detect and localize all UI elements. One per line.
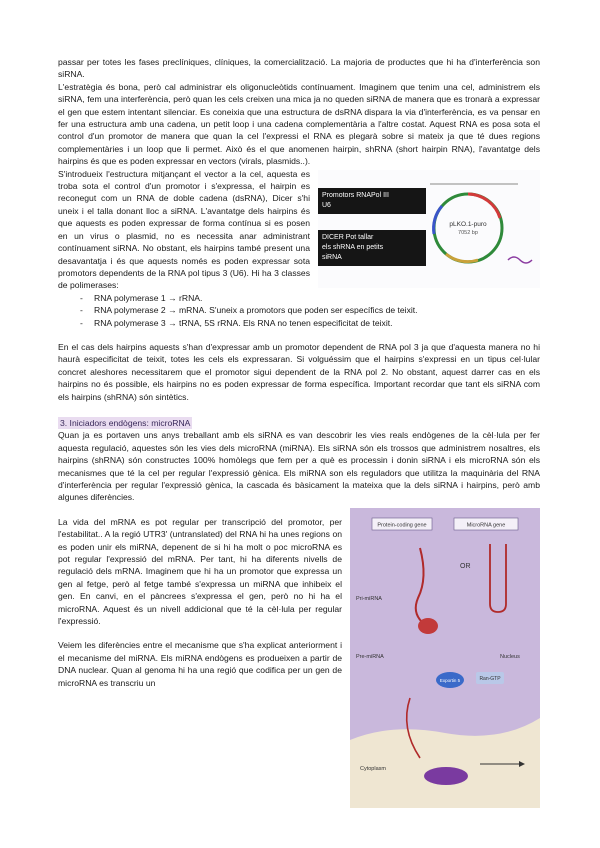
gene-label-protein: Protein-coding gene <box>377 522 427 529</box>
paragraph-strategy: L'estratègia és bona, però cal administrar els oligonucleòtids contínuament. Imaginem que tenim una cel, administrem els siRNA, fem una interferència, però quan les cels creixen una mica ja no queden siRNA de manera que es tronarà a expressar el gen que estem intentant silenciar. Es coneixia que una estructura de dsRNA dispara la via d'interferència, es va pensar en fer una estructura amb una cadena, un petit loop i una cadena complementària a l'altre costat. Aquest RNA es posa sota el control d'un promotor de manera que quan la cel l'expressi el RNA es plegarà sobre si mateix ja que té dues regions complementàries i un loop que li permet. Això és el que anomenen hairpin, shRNA (short hairpin RNA), l'avantatge dels hairpins és que es poden expressar en vectors (virals, plasmids..). <box>58 81 540 167</box>
pre-mirna-label: Pre-miRNA <box>356 653 384 660</box>
plasmid-figure <box>318 170 540 288</box>
paragraph-pol3: En el cas dels hairpins aquests s'han d'expressar amb un promotor dependent de RNA pol 3 ja que d'aquesta manera no hi haurà especificitat de teixit, totes les cels els expressaran. Si volguéssim que el hairpins s'expressi en un tipus cel·lular concret aleshores necessitarem que el promotor sigui dependent de la RNA pol 2. No obstant, aquest darrer cas en els hairpins no és possible, els hairpins no es poden expressar de forma específica. Important recordar que tant els siRNA com els hairpins (shRNA) són sintètics. <box>58 341 540 402</box>
exportin-label: Exportin 5 <box>439 677 461 683</box>
paragraph-mirna-intro: Quan ja es portaven uns anys treballant amb els siRNA es van descobrir les vies reals endògenes de la cèl·lula per fer aquesta regulació, aquestes són les vies dels microRNA (miRNA). Els siRNA són els trossos que administrem nosaltres, els hairpins (shRNA) són constructes 100% homòlegs que fem per a què es processin i donin siRNA i els microRNA són els mecanismes que té la cel per regular l'expressió gènica. Els miRNA son els reguladors que utilitza la maquinària del RNA d'interferència per regular l'expressió gènica, la cascada és bàsicament la mateixa que la dels siRNA i hairpins, però amb algunes diferències. <box>58 430 540 503</box>
plasmid-size: 7052 bp <box>458 229 478 236</box>
paragraph-mrna-regulation: La vida del mRNA es pot regular per transcripció del promotor, per l'estabilitat.. A la regió UTR3' (untranslated) del RNA hi ha unes regions on es poden unir els miRNA, depenent de si hi ha molt o poc microRNA es pot regular l'expressió del mRNA. Per tant, hi ha diferents nivells de regulació dels mRNA. Imaginem que hi ha un promotor que expressa un gen al fetge, però al fetge també s'expressa un miRNA que inhibeix el gen. En canvi, en el pàncrees s'expressa el gen, però no hi ha el microRNA. Aquest és un nivell addicional que té la cèl·lula per regular l'expressió. <box>58 516 342 627</box>
paragraph-intro: passar per totes les fases preclíniques, clíniques, la comercialització. La majoria de productes que hi ha d'interferència son siRNA. <box>58 57 540 80</box>
nucleus-label: Nucleus <box>500 653 520 660</box>
mirna-pathway-diagram <box>350 508 540 808</box>
ran-gtp-label: Ran-GTP <box>479 675 501 682</box>
plasmid-label-dicer: DICER Pot tallar els shRNA en petits siRNA <box>318 230 426 266</box>
or-label: OR <box>460 562 471 570</box>
list-item: - RNA polymerase 2 → mRNA. S'uneix a promotors que poden ser específics de teixit. <box>80 304 540 316</box>
list-item: - RNA polymerase 1 → rRNA. <box>80 292 540 304</box>
polymerase-list <box>58 292 540 329</box>
list-item: - RNA polymerase 3 → tRNA, 5S rRNA. Els RNA no tenen especificitat de teixit. <box>80 317 540 329</box>
paragraph-hairpin: S'introdueix l'estructura mitjançant el vector a la cel, aquesta es troba sota el control d'un promotor i s'expressa, el hairpin es reconegut com un RNA de doble cadena (dsRNA), Dicer s'hi uneix i el talla donant lloc a siRNA. L'avantatge dels hairpins és que aquests es poden expressar de forma contínua si es posen en un virus o plasmid, no es necessita anar administrant contínuament siRNA. No obstant, els hairpins també present una desavantatja i és que aquests només es poden expressar sota promotors dependents de la RNA pol tipus 3 (U6). Hi ha 3 classes de polimerases: <box>58 168 310 291</box>
plasmid-label-promoters: Promotors RNAPol III U6 <box>318 188 426 214</box>
gene-label-mirna: MicroRNA gene <box>466 522 506 529</box>
paragraph-differences: Veiem les diferències entre el mecanisme que s'ha explicat anteriorment i el mecanisme del miRNA. Els miRNA endògens es produeixen a partir de DNA nuclear. Quan al genoma hi ha una regió que codifica per un gen de microRNA es transcriu un <box>58 640 342 688</box>
document-page <box>58 56 540 812</box>
pri-mirna-label: Pri-miRNA <box>356 595 382 602</box>
plasmid-name: pLKO.1-puro <box>449 220 487 228</box>
cytoplasm-label: Cytoplasm <box>360 765 386 772</box>
mirna-figure <box>350 508 540 808</box>
section-heading: 3. Iniciadors endògens: microRNA <box>60 417 191 428</box>
